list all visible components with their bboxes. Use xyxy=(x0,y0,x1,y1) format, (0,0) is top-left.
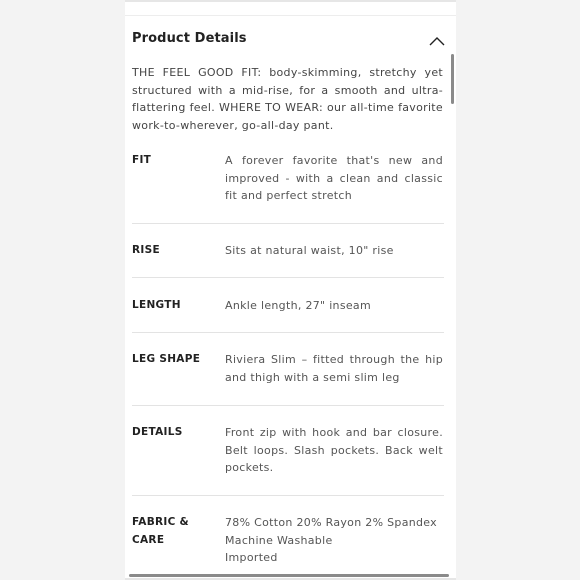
spec-value-lines xyxy=(225,514,443,567)
horizontal-scrollbar[interactable] xyxy=(129,574,449,577)
spec-value: Front zip with hook and bar closure. Belt loops. Slash pockets. Back welt pockets. xyxy=(225,426,443,475)
spec-row-fit xyxy=(132,152,443,212)
care-line: Machine Washable xyxy=(225,533,333,547)
spec-label: LENGTH xyxy=(132,299,181,311)
spec-divider xyxy=(132,277,444,278)
product-details-panel xyxy=(125,0,456,580)
spec-label: FIT xyxy=(132,154,152,166)
vertical-scrollbar[interactable] xyxy=(451,54,454,104)
chevron-up-icon[interactable] xyxy=(428,32,446,44)
origin-line: Imported xyxy=(225,551,278,565)
spec-divider xyxy=(132,495,444,496)
spec-value: A forever favorite that's new and improved - with a clean and classic fit and perfect stretch xyxy=(225,154,443,203)
section-title: Product Details xyxy=(132,30,247,46)
product-details-header[interactable] xyxy=(132,27,446,49)
spec-label: FABRIC & CARE xyxy=(132,516,190,546)
product-description: THE FEEL GOOD FIT: body-skimming, stretchy yet structured with a mid-rise, for a smooth and ultra-flattering feel. WHERE TO WEAR: our all-time favorite work-to-wherever, go-all-day pant. xyxy=(132,66,443,133)
top-divider xyxy=(125,0,456,2)
spec-divider xyxy=(132,405,444,406)
spec-value: Ankle length, 27" inseam xyxy=(225,299,371,312)
spec-value: Sits at natural waist, 10" rise xyxy=(225,244,394,257)
spec-label: LEG SHAPE xyxy=(132,353,201,365)
spec-value: Riviera Slim – fitted through the hip and thigh with a semi slim leg xyxy=(225,353,443,384)
spec-divider xyxy=(132,223,444,224)
spec-label: DETAILS xyxy=(132,426,183,438)
spec-label: RISE xyxy=(132,244,160,256)
spec-divider xyxy=(132,332,444,333)
section-top-divider xyxy=(125,15,456,16)
fabric-line: 78% Cotton 20% Rayon 2% Spandex xyxy=(225,516,437,529)
